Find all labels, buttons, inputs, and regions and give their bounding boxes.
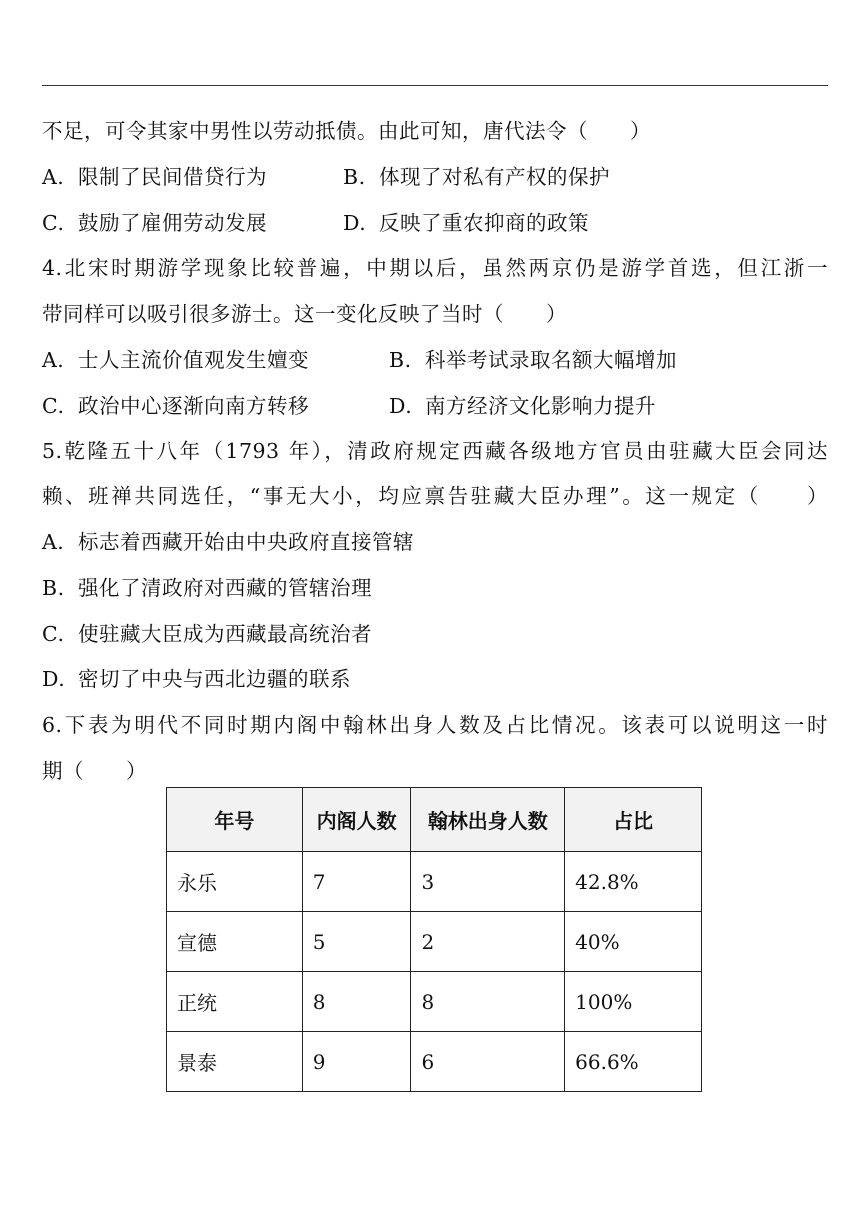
question-3-option-a[interactable]: A. 限制了民间借贷行为 bbox=[42, 165, 267, 189]
table-cell: 8 bbox=[302, 972, 411, 1032]
question-5-stem-line-1: 5.乾隆五十八年（1793 年），清政府规定西藏各级地方官员由驻藏大臣会同达 bbox=[42, 439, 828, 463]
question-3-option-b[interactable]: B. 体现了对私有产权的保护 bbox=[343, 165, 610, 189]
data-table bbox=[166, 787, 702, 1092]
table-cell: 40% bbox=[565, 912, 702, 972]
table-row bbox=[167, 972, 702, 1032]
question-4-option-d[interactable]: D. 南方经济文化影响力提升 bbox=[389, 394, 656, 418]
question-4-option-c[interactable]: C. 政治中心逐渐向南方转移 bbox=[42, 394, 309, 418]
table-header-row bbox=[167, 788, 702, 852]
table-cell: 3 bbox=[411, 852, 565, 912]
question-5-option-a[interactable]: A. 标志着西藏开始由中央政府直接管辖 bbox=[42, 530, 414, 554]
question-3-stem-tail: 不足，可令其家中男性以劳动抵债。由此可知，唐代法令（ ） bbox=[42, 119, 651, 143]
table-cell: 9 bbox=[302, 1032, 411, 1092]
question-5-option-d[interactable]: D. 密切了中央与西北边疆的联系 bbox=[42, 667, 351, 691]
column-header-era: 年号 bbox=[167, 788, 303, 852]
table-row bbox=[167, 1032, 702, 1092]
table-cell: 2 bbox=[411, 912, 565, 972]
question-4-stem-line-1: 4.北宋时期游学现象比较普遍，中期以后，虽然两京仍是游学首选，但江浙一 bbox=[42, 256, 828, 280]
table-cell: 6 bbox=[411, 1032, 565, 1092]
table-cell: 5 bbox=[302, 912, 411, 972]
question-6-stem-line-2: 期（ ） bbox=[42, 759, 147, 783]
table-cell: 42.8% bbox=[565, 852, 702, 912]
question-3-option-c[interactable]: C. 鼓励了雇佣劳动发展 bbox=[42, 211, 267, 235]
column-header-cabinet-count: 内阁人数 bbox=[302, 788, 411, 852]
column-header-hanlin-count: 翰林出身人数 bbox=[411, 788, 565, 852]
table-cell: 7 bbox=[302, 852, 411, 912]
question-4-options-row-2 bbox=[42, 389, 656, 419]
question-4-options-row-1 bbox=[42, 343, 677, 373]
question-3-option-d[interactable]: D. 反映了重农抑商的政策 bbox=[343, 211, 589, 235]
question-4-stem-line-2: 带同样可以吸引很多游士。这一变化反映了当时（ ） bbox=[42, 302, 567, 326]
table-cell: 8 bbox=[411, 972, 565, 1032]
question-4-option-a[interactable]: A. 士人主流价值观发生嬗变 bbox=[42, 348, 309, 372]
table-row bbox=[167, 912, 702, 972]
question-5-stem-line-2: 赖、班禅共同选任，“事无大小，均应禀告驻藏大臣办理”。这一规定（ ） bbox=[42, 484, 828, 508]
table-cell: 66.6% bbox=[565, 1032, 702, 1092]
question-5-option-c[interactable]: C. 使驻藏大臣成为西藏最高统治者 bbox=[42, 622, 372, 646]
question-6-stem-line-1: 6.下表为明代不同时期内阁中翰林出身人数及占比情况。该表可以说明这一时 bbox=[42, 713, 828, 737]
table-cell: 宣德 bbox=[167, 912, 303, 972]
question-4-option-b[interactable]: B. 科举考试录取名额大幅增加 bbox=[389, 348, 677, 372]
question-3-options-row-2 bbox=[42, 206, 589, 236]
table-cell: 正统 bbox=[167, 972, 303, 1032]
table-row bbox=[167, 852, 702, 912]
column-header-ratio: 占比 bbox=[565, 788, 702, 852]
table-cell: 景泰 bbox=[167, 1032, 303, 1092]
table-cell: 100% bbox=[565, 972, 702, 1032]
header-rule bbox=[42, 85, 828, 86]
question-5-option-b[interactable]: B. 强化了清政府对西藏的管辖治理 bbox=[42, 576, 372, 600]
table-cell: 永乐 bbox=[167, 852, 303, 912]
question-3-options-row-1 bbox=[42, 160, 610, 190]
